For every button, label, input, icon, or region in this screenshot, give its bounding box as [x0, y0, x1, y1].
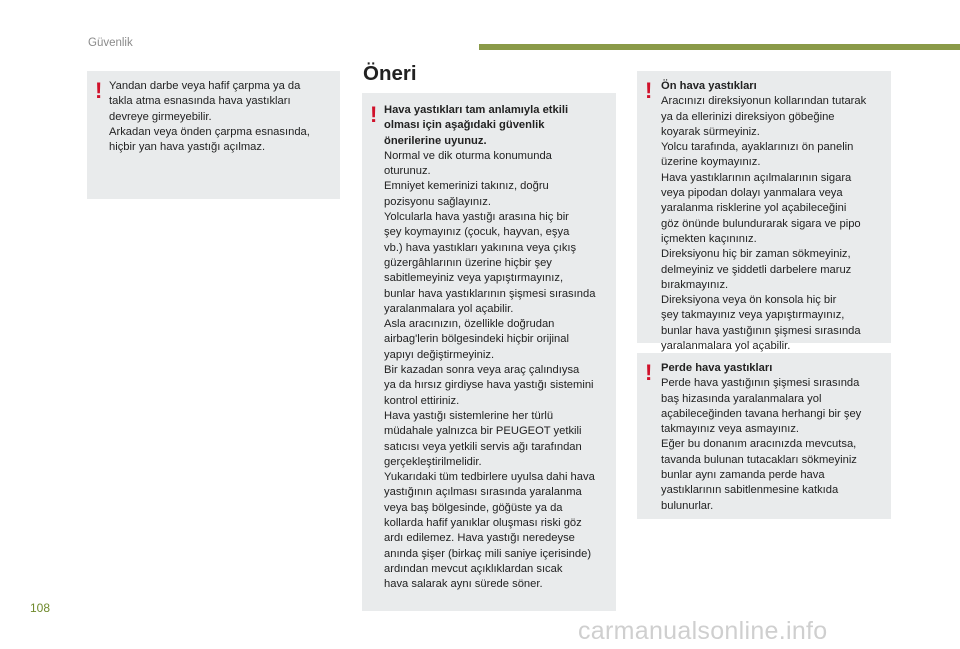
- warning-text: [661, 79, 866, 354]
- text-line: ya da ellerinizi direksiyon göbeğine: [661, 110, 835, 123]
- text-line: yaralanma risklerine yol açabileceğini: [661, 202, 847, 215]
- text-line: Hava yastıklarının açılmalarının sigara: [661, 171, 852, 184]
- text-line: ya da hırsız girdiyse hava yastığı sistemini: [384, 379, 594, 392]
- warning-exclamation-icon: !: [645, 78, 653, 103]
- text-line: sabitlemeyiniz veya yapıştırmayınız,: [384, 272, 564, 285]
- warning-exclamation-icon: !: [95, 78, 103, 103]
- text-line: Asla aracınızın, özellikle doğrudan: [384, 318, 555, 331]
- text-line: Emniyet kemerinizi takınız, doğru: [384, 180, 549, 193]
- text-line: tavanda bulunan tutacakları sökmeyiniz: [661, 453, 857, 466]
- text-line: ardından mevcut açıklıklardan sıcak: [384, 562, 563, 575]
- text-line: yastığının açılması sırasında yaralanma: [384, 486, 582, 499]
- warning-box-curtain-airbags: [637, 353, 891, 519]
- section-title: Güvenlik: [88, 37, 133, 49]
- text-line: Yandan darbe veya hafif çarpma ya da: [109, 80, 301, 92]
- text-line: baş hizasında yaralanmalara yol: [661, 392, 822, 405]
- text-line: içmekten kaçınınız.: [661, 232, 757, 245]
- text-line: Eğer bu donanım aracınızda mevcutsa,: [661, 438, 857, 451]
- text-line: anında şişer (birkaç mili saniye içerisinde): [384, 547, 592, 560]
- text-line: koyarak sürmeyiniz.: [661, 125, 760, 138]
- text-line: Direksiyonu hiç bir zaman sökmeyiniz,: [661, 248, 851, 261]
- text-line: yaralanmalara yol açabilir.: [384, 302, 514, 315]
- text-line: açabileceğinden tavana herhangi bir şey: [661, 407, 862, 420]
- text-line: Aracınızı direksiyonun kollarından tutarak: [661, 95, 867, 108]
- warning-title: Ön hava yastıkları: [661, 80, 757, 92]
- text-line: airbag'lerin bölgesindeki hiçbir orijinal: [384, 333, 569, 346]
- text-line: Direksiyona veya ön konsola hiç bir: [661, 294, 837, 307]
- text-line: vb.) hava yastıkları yakınına veya çıkış: [384, 241, 577, 254]
- text-line: bunlar hava yastığının şişmesi sırasında: [661, 324, 861, 337]
- text-line: oturunuz.: [384, 165, 431, 178]
- warning-text: [661, 361, 861, 514]
- warning-title: Perde hava yastıkları: [661, 362, 773, 374]
- text-line: şey takmayınız veya yapıştırmayınız,: [661, 309, 845, 322]
- text-line: gerçekleştirilmelidir.: [384, 455, 482, 468]
- text-line: yapıyı değiştirmeyiniz.: [384, 348, 495, 361]
- text-line: Bir kazadan sonra veya araç çalındıysa: [384, 364, 580, 377]
- text-line: Perde hava yastığının şişmesi sırasında: [661, 377, 860, 390]
- text-line: ardı edilemez. Hava yastığı neredeyse: [384, 532, 575, 545]
- text-line: kollarda hafif yanıklar oluşması riski göz: [384, 517, 582, 530]
- text-line: Yukarıdaki tüm tedbirlere uyulsa dahi hava: [384, 471, 595, 484]
- text-line: yaralanmalara yol açabilir.: [661, 340, 791, 353]
- text-line: müdahale yalnızca bir PEUGEOT yetkili: [384, 425, 582, 438]
- text-line: hiçbir yan hava yastığı açılmaz.: [109, 141, 266, 154]
- warning-text: [384, 103, 595, 593]
- warning-title-line: olması için aşağıdaki güvenlik: [384, 119, 545, 132]
- text-line: Yolcularla hava yastığı arasına hiç bir: [384, 211, 569, 224]
- text-line: bırakmayınız.: [661, 278, 729, 291]
- text-line: devreye girmeyebilir.: [109, 110, 212, 123]
- text-line: güzergâhlarının üzerine hiçbir şey: [384, 256, 552, 269]
- text-line: bulunurlar.: [661, 499, 714, 512]
- warning-exclamation-icon: !: [370, 102, 378, 127]
- text-line: pozisyonu sağlayınız.: [384, 195, 491, 208]
- warning-title-line: önerilerine uyunuz.: [384, 134, 487, 147]
- text-line: kontrol ettiriniz.: [384, 394, 460, 407]
- text-line: hava salarak aynı sürede söner.: [384, 578, 543, 591]
- text-line: satıcısı veya yetkili servis ağı tarafından: [384, 440, 582, 453]
- text-line: yastıklarının sabitlenmesine katkıda: [661, 484, 839, 497]
- text-line: takla atma esnasında hava yastıkları: [109, 95, 291, 108]
- warning-text: [109, 79, 310, 155]
- page-heading: Öneri: [363, 62, 417, 85]
- text-line: Hava yastığı sistemlerine her türlü: [384, 409, 554, 422]
- text-line: bunlar hava yastıklarının şişmesi sırasında: [384, 287, 596, 300]
- warning-box-recommendations: [362, 93, 616, 611]
- warning-box-front-airbags: [637, 71, 891, 353]
- text-line: Yolcu tarafında, ayaklarınızı ön panelin: [661, 141, 854, 154]
- text-line: Normal ve dik oturma konumunda: [384, 149, 552, 162]
- warning-title-line: Hava yastıkları tam anlamıyla etkili: [384, 104, 569, 116]
- text-line: Arkadan veya önden çarpma esnasında,: [109, 125, 310, 138]
- text-line: veya pipodan dolayı yanmalara veya: [661, 187, 843, 200]
- text-line: takmayınız veya asmayınız.: [661, 423, 800, 436]
- text-line: delmeyiniz ve şiddetli darbelere maruz: [661, 263, 852, 276]
- watermark: carmanualsonline.info: [578, 617, 828, 645]
- header-accent-bar: [479, 44, 960, 50]
- text-line: şey koymayınız (çocuk, hayvan, eşya: [384, 226, 570, 239]
- text-line: göz önünde bulundurarak sigara ve pipo: [661, 217, 861, 230]
- warning-box-side-impact: [87, 71, 340, 199]
- page-number: 108: [30, 601, 51, 615]
- text-line: üzerine koymayınız.: [661, 156, 761, 169]
- warning-exclamation-icon: !: [645, 360, 653, 385]
- text-line: veya baş bölgesinde, göğüste ya da: [384, 501, 563, 514]
- text-line: bunlar aynı zamanda perde hava: [661, 469, 825, 482]
